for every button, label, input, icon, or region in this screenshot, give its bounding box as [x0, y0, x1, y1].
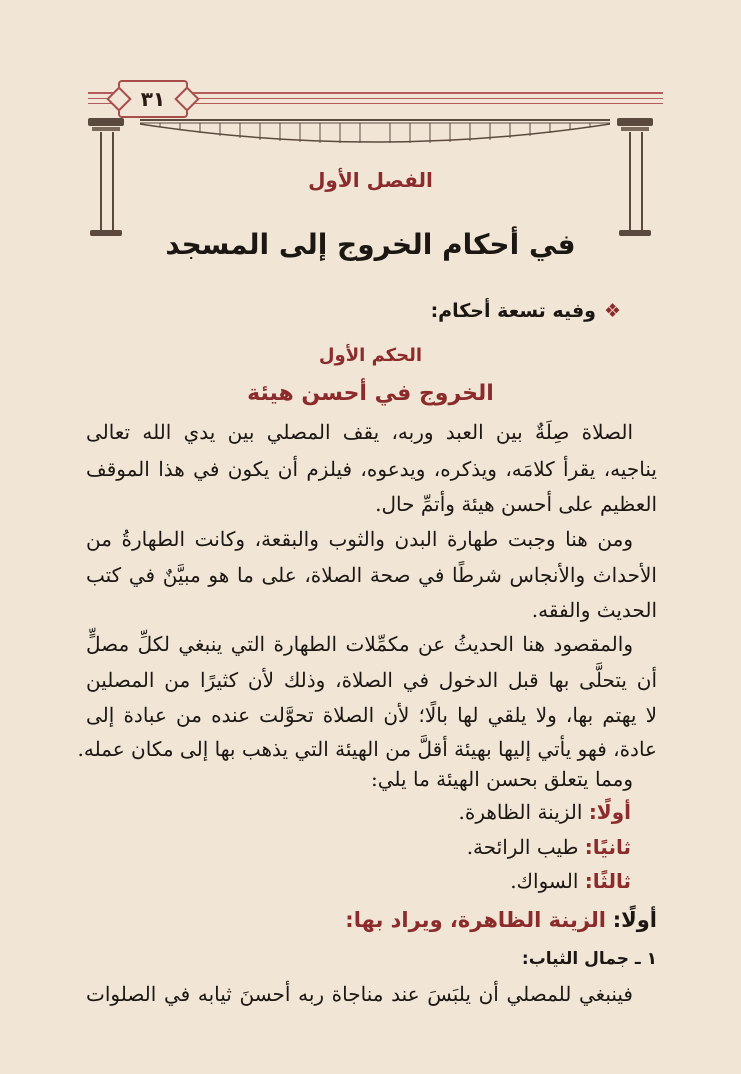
paragraph-line: والمقصود هنا الحديثُ عن مكمِّلات الطهارة التي ينبغي لكلِّ مصلٍّ	[86, 632, 633, 656]
list-ordinal: ثانيًا:	[584, 835, 631, 859]
page-number: ٣١	[118, 80, 188, 118]
list-item	[510, 869, 631, 893]
intro-line	[431, 300, 621, 322]
subheading	[345, 908, 657, 932]
diamond-bullet-icon: ❖	[603, 300, 621, 322]
chapter-title: في أحكام الخروج إلى المسجد	[165, 228, 576, 261]
paragraph-line: أن يتحلَّى بها قبل الدخول في الصلاة، وذلك لأن كثيرًا من المصلين	[86, 668, 657, 692]
subheading-text: الزينة الظاهرة، ويراد بها:	[345, 908, 607, 932]
chapter-label: الفصل الأول	[308, 168, 433, 192]
list-ordinal: ثالثًا:	[584, 869, 631, 893]
paragraph-line: ومن هنا وجبت طهارة البدن والثوب والبقعة، وكانت الطهارةُ من	[86, 527, 633, 551]
paragraph-line: ومما يتعلق بحسن الهيئة ما يلي:	[371, 767, 633, 791]
subheading-ordinal: أولًا:	[612, 908, 657, 932]
bridge-ornament	[140, 118, 610, 152]
paragraph-line: الحديث والفقه.	[531, 598, 657, 622]
list-item	[467, 835, 631, 859]
section-title: الخروج في أحسن هيئة	[247, 381, 494, 406]
paragraph-line: الأحداث والأنجاس شرطًا في صحة الصلاة، على ما هو مبيَّنٌ في كتب	[86, 563, 657, 587]
intro-text: وفيه تسعة أحكام:	[430, 300, 596, 322]
paragraph-line: العظيم على أحسن هيئة وأتمِّ حال.	[375, 492, 657, 516]
list-item	[459, 800, 631, 824]
list-text: السواك.	[510, 869, 579, 893]
paragraph-line: فينبغي للمصلي أن يلبَسَ عند مناجاة ربه أحسنَ ثيابه في الصلوات	[86, 982, 633, 1006]
section-label: الحكم الأول	[318, 345, 423, 366]
list-text: الزينة الظاهرة.	[458, 800, 583, 824]
paragraph-line: عادة، فهو يأتي إليها بهيئة أقلَّ من الهيئة التي يذهب بها إلى مكان عمله.	[77, 737, 657, 761]
item-title: ١ ـ جمال الثياب:	[521, 949, 657, 969]
paragraph-line: يناجيه، يقرأ كلامَه، ويذكره، ويدعوه، فيلزم أن يكون في هذا الموقف	[86, 457, 657, 481]
list-ordinal: أولًا:	[588, 800, 631, 824]
list-text: طيب الرائحة.	[466, 835, 579, 859]
paragraph-line: الصلاة صِلَةٌ بين العبد وربه، يقف المصلي بين يدي الله تعالى	[86, 420, 633, 444]
paragraph-line: لا يهتم بها، ولا يلقي لها بالًا؛ لأن الصلاة تحوَّلت عنده من عبادة إلى	[86, 703, 657, 727]
